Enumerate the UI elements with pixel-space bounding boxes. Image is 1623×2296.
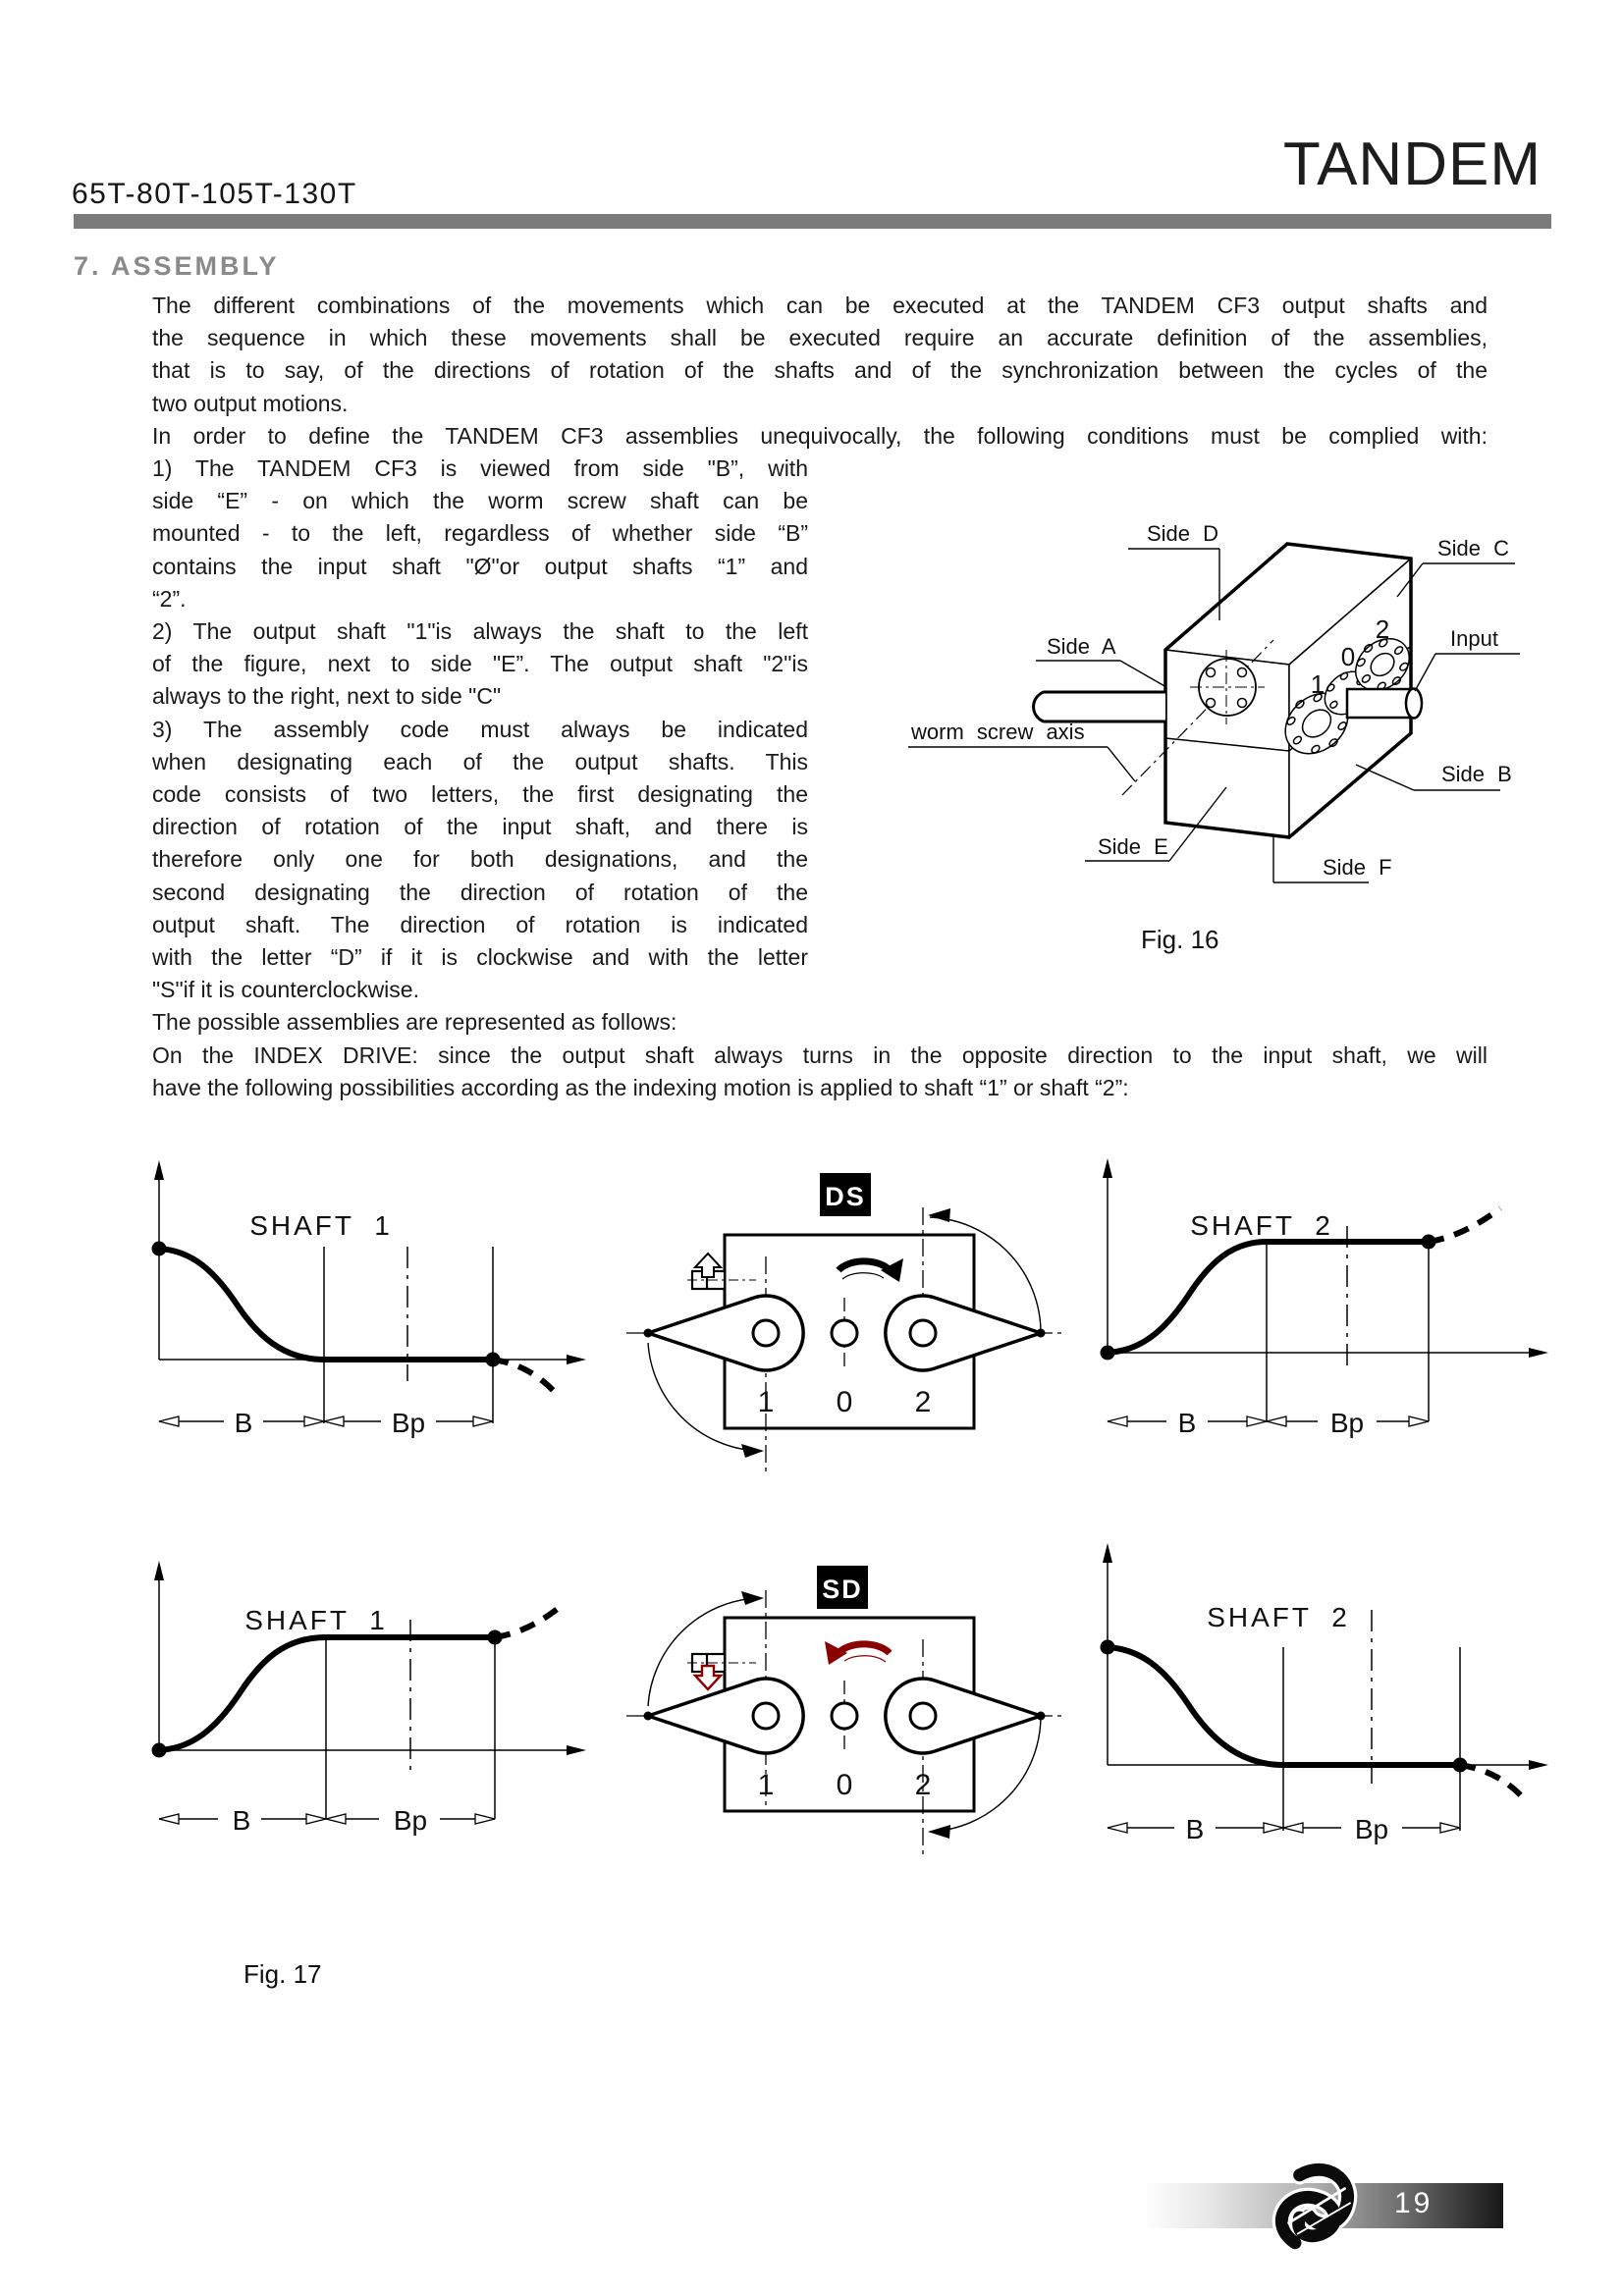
side-e-label: Side E <box>1098 834 1168 859</box>
motion-curve-dashed <box>1429 1208 1500 1242</box>
input-shaft <box>1347 689 1422 719</box>
graph-ds-shaft1 <box>98 1148 609 1472</box>
text-line: therefore only one for both designations, and the <box>152 846 808 873</box>
pos-1-label: 1 <box>757 1769 775 1801</box>
section-heading: 7. ASSEMBLY <box>74 251 280 281</box>
model-title: 65T-80T-105T-130T <box>72 178 357 210</box>
motion-curve-dashed <box>493 1360 554 1391</box>
side-f-label: Side F <box>1323 855 1392 880</box>
pos-0-label: 0 <box>836 1769 853 1801</box>
text-line: “2”. <box>152 585 187 612</box>
text-line: 1) The TANDEM CF3 is viewed from side "B”, with <box>152 455 808 481</box>
graph-title: SHAFT 1 <box>244 1605 388 1635</box>
text-line: with the letter “D” if it is clockwise and with the letter <box>152 944 808 971</box>
shaft-1-number: 1 <box>1310 669 1325 699</box>
dim-b-label: B <box>1177 1408 1197 1438</box>
motion-curve-dashed <box>495 1604 564 1637</box>
graph-ds-shaft2 <box>1070 1148 1600 1472</box>
motion-curve-dashed <box>1460 1765 1522 1796</box>
text-line: The different combinations of the movements which can be executed at the TANDEM CF3 output shafts and <box>152 293 1488 318</box>
sd-assembly-diagram <box>609 1512 1080 1895</box>
pos-2-label: 2 <box>914 1769 932 1801</box>
shaft-0-number: 0 <box>1340 642 1356 671</box>
axis-arrows <box>152 1561 587 1758</box>
motion-curve <box>1108 1242 1429 1353</box>
text-line: that is to say, of the directions of rotation of the shafts and of the synchronization between the cycles of the <box>152 357 1488 384</box>
text-line: the sequence in which these movements shall be executed require an accurate definition of the assemblies, <box>152 325 1488 351</box>
axis-arrows <box>152 1160 587 1367</box>
dim-bp-label: Bp <box>1354 1814 1389 1844</box>
text-line: 3) The assembly code must always be indicated <box>152 716 808 742</box>
worm-shaft <box>1034 692 1165 721</box>
side-a-label: Side A <box>1047 634 1116 659</box>
text-line: second designating the direction of rotation of the <box>152 879 808 905</box>
text-line: mounted - to the left, regardless of whether side “B” <box>152 520 808 547</box>
side-b-label: Side B <box>1441 762 1512 786</box>
graph-sd-shaft1 <box>98 1531 609 1865</box>
dim-bp-label: Bp <box>391 1408 426 1438</box>
hole-2 <box>910 1703 936 1729</box>
text-line: when designating each of the output shafts. This <box>152 748 808 774</box>
ds-assembly-diagram <box>609 1129 1080 1512</box>
text-line: output shaft. The direction of rotation is indicated <box>152 911 808 937</box>
text-line: always to the right, next to side "C" <box>152 683 502 710</box>
graph-sd-shaft2 <box>1070 1531 1600 1885</box>
hole-1 <box>753 1703 779 1729</box>
intro-paragraph <box>152 290 1488 453</box>
hole-0 <box>832 1320 857 1346</box>
dim-b-label: B <box>234 1408 253 1438</box>
assembly-rules-paragraph <box>152 453 808 1006</box>
input-label: Input <box>1450 626 1498 651</box>
dim-b-label: B <box>232 1805 251 1836</box>
text-line: side “E” - on which the worm screw shaft can be <box>152 488 808 514</box>
text-line: "S"if it is counterclockwise. <box>152 977 419 1003</box>
text-line: two output motions. <box>152 390 349 416</box>
sd-badge-label: SD <box>822 1575 863 1604</box>
text-line: In order to define the TANDEM CF3 assemblies unequivocally, the following conditions must be complied with: <box>152 422 1488 449</box>
graph-title: SHAFT 1 <box>249 1210 393 1241</box>
text-line: On the INDEX DRIVE: since the output shaft always turns in the opposite direction to the input shaft, we will <box>152 1042 1488 1068</box>
fig16-diagram <box>844 471 1610 991</box>
brand-logo-text: TANDEM <box>1282 131 1542 198</box>
side-d-label: Side D <box>1147 521 1219 546</box>
possible-assemblies-line: The possible assemblies are represented as follows: <box>152 1009 677 1035</box>
dim-bp-label: Bp <box>1329 1408 1365 1438</box>
graph-title: SHAFT 2 <box>1207 1602 1350 1632</box>
hole-2 <box>910 1320 936 1346</box>
text-line: contains the input shaft "Ø"or output shafts “1” and <box>152 553 808 579</box>
worm-screw-axis-label: worm screw axis <box>911 720 1085 744</box>
fig16-caption: Fig. 16 <box>1141 925 1219 954</box>
axis-arrows <box>1101 1543 1549 1773</box>
pos-2-label: 2 <box>914 1386 932 1418</box>
header-divider-bar <box>74 214 1551 229</box>
hole-1 <box>753 1320 779 1346</box>
graph-title: SHAFT 2 <box>1190 1210 1333 1241</box>
text-line: of the figure, next to side "E”. The output shaft "2"is <box>152 651 808 677</box>
fig17-caption: Fig. 17 <box>243 1959 322 1989</box>
index-drive-paragraph <box>152 1040 1488 1104</box>
ds-badge-label: DS <box>825 1182 866 1211</box>
page-number: 19 <box>1394 2187 1434 2219</box>
text-line: 2) The output shaft "1"is always the shaft to the left <box>152 618 808 645</box>
motion-curve <box>159 1249 493 1360</box>
dim-bp-label: Bp <box>393 1805 428 1836</box>
pos-1-label: 1 <box>757 1386 775 1418</box>
hole-0 <box>832 1703 857 1729</box>
brand-knot-logo-icon <box>1271 2162 1365 2252</box>
pos-0-label: 0 <box>836 1386 853 1418</box>
dim-b-label: B <box>1185 1814 1205 1844</box>
shaft-2-number: 2 <box>1375 614 1390 644</box>
text-line: have the following possibilities according as the indexing motion is applied to shaft “1” or shaft “2”: <box>152 1075 1129 1101</box>
axis-arrows <box>1101 1158 1549 1361</box>
side-c-label: Side C <box>1437 536 1510 561</box>
motion-curve <box>159 1637 495 1750</box>
text-line: code consists of two letters, the first designating the <box>152 781 808 808</box>
text-line: direction of rotation of the input shaft, and there is <box>152 814 808 840</box>
